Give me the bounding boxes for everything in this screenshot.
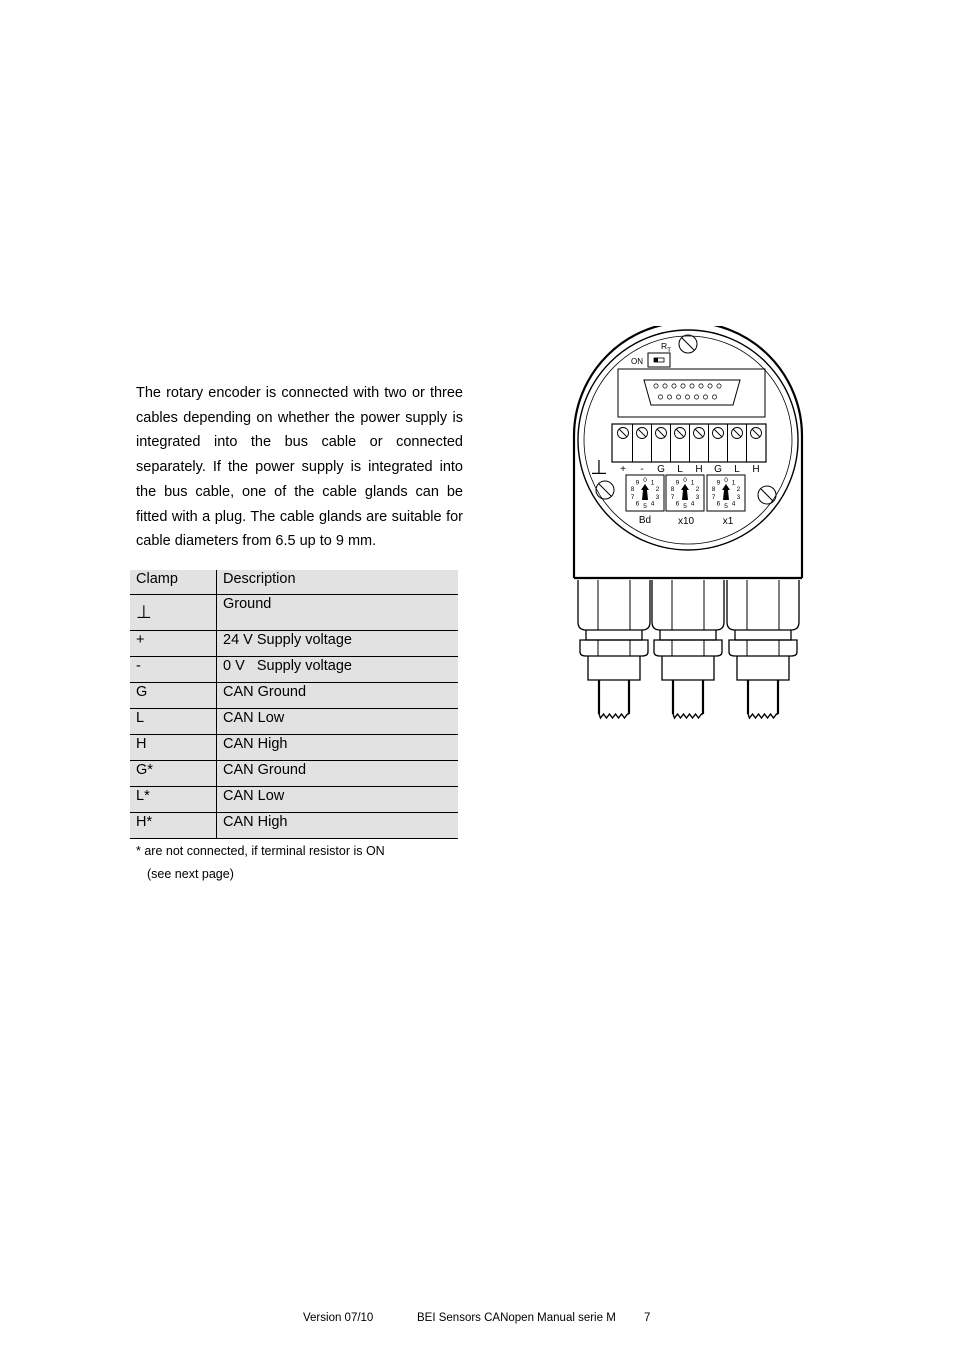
on-label: ON — [631, 357, 643, 366]
dial-digit: 7 — [711, 494, 716, 501]
dial-digit: 8 — [630, 486, 635, 493]
footnote-line: * are not connected, if terminal resistor is ON — [136, 844, 385, 858]
dial-digit: 5 — [643, 503, 647, 510]
screw-icon — [758, 486, 776, 504]
connector-pin — [658, 395, 662, 399]
screw-icon — [596, 481, 614, 499]
dial-digit: 9 — [716, 479, 721, 487]
terminal-label: - — [640, 464, 644, 475]
dial-digit: 3 — [736, 494, 741, 501]
terminal-screw-icon — [618, 428, 629, 439]
screw-icon — [679, 335, 697, 353]
clamp-cell: L — [130, 709, 217, 735]
clamp-cell: + — [130, 631, 217, 657]
dial-digit: 0 — [724, 477, 728, 484]
dial-digit: 5 — [724, 503, 728, 510]
table-header-row — [130, 570, 458, 595]
terminal-resistor-switch — [648, 353, 670, 367]
dial-digit: 0 — [643, 477, 647, 484]
description-cell: 24 V Supply voltage — [217, 631, 459, 657]
connector-pin — [681, 384, 685, 388]
terminal-label: L — [677, 464, 683, 475]
dial-digit: 7 — [670, 494, 675, 501]
connector-pin — [663, 384, 667, 388]
dial-digit: 4 — [650, 500, 655, 508]
description-cell: CAN Low — [217, 709, 459, 735]
dial-digit: 6 — [675, 500, 680, 508]
dial-pointer-icon — [641, 484, 649, 500]
dial-digit: 9 — [635, 479, 640, 487]
terminal-screw-icon — [671, 424, 686, 462]
dial-digit: 1 — [650, 479, 655, 487]
description-cell: CAN Ground — [217, 683, 459, 709]
footer-title: BEI Sensors CANopen Manual serie M — [417, 1312, 616, 1324]
table-row — [130, 657, 458, 683]
description-cell: CAN Ground — [217, 761, 459, 787]
terminal-screw-icon — [633, 424, 648, 462]
encoder-connection-diagram — [566, 326, 812, 722]
terminal-label: G — [657, 464, 665, 475]
terminal-label: + — [620, 464, 626, 475]
description-cell: 0 V Supply voltage — [217, 657, 459, 683]
rotary-switch — [707, 475, 745, 511]
footnote-line: (see next page) — [147, 867, 234, 881]
connector-pin — [690, 384, 694, 388]
terminal-label: H — [752, 464, 760, 475]
terminal-screw-icon — [652, 424, 667, 462]
connector-pin — [717, 384, 721, 388]
connector-pin — [703, 395, 707, 399]
dial-digit: 9 — [675, 479, 680, 487]
header-clamp: Clamp — [130, 570, 217, 595]
terminal-screw-icon — [690, 424, 705, 462]
description-cell: CAN High — [217, 813, 459, 839]
d-sub-connector-frame — [618, 369, 765, 417]
connector-pin — [712, 395, 716, 399]
dial-digit: 2 — [736, 486, 741, 493]
clamp-cell: G — [130, 683, 217, 709]
connector-pin — [676, 395, 680, 399]
dial-digit: 3 — [695, 494, 700, 501]
terminal-screw-icon — [728, 424, 743, 462]
cable-gland — [652, 580, 724, 718]
clamp-cell: G* — [130, 761, 217, 787]
terminal-label: G — [714, 464, 722, 475]
terminal-screw-icon — [709, 424, 724, 462]
table-row — [130, 761, 458, 787]
table-row — [130, 595, 458, 631]
table-row — [130, 787, 458, 813]
connector-pin — [667, 395, 671, 399]
clamp-cell: H* — [130, 813, 217, 839]
rt-label: $R_T$ — [661, 341, 672, 354]
body-paragraph: The rotary encoder is connected with two or three cables depending on whether the power supply is integrated into the bus cable or connected separately. If the power supply is integrated into the bus cable, one of the cable glands can be fitted with a plug. The cable glands are suitable for cable diameters from 6.5 up to 9 mm. — [136, 385, 463, 550]
dial-digit: 8 — [670, 486, 675, 493]
rotary-switch — [666, 475, 704, 511]
table-row — [130, 683, 458, 709]
clamp-table — [130, 570, 458, 839]
connector-pin — [654, 384, 658, 388]
header-description: Description — [217, 570, 459, 595]
switch-label-bd: Bd — [638, 515, 652, 526]
switch-label-x10: x10 — [677, 516, 695, 527]
table-row — [130, 813, 458, 839]
dial-digit: 2 — [695, 486, 700, 493]
table-row — [130, 709, 458, 735]
dial-digit: 6 — [635, 500, 640, 508]
dial-digit: 6 — [716, 500, 721, 508]
dial-digit: 3 — [655, 494, 660, 501]
rotary-switch — [626, 475, 664, 511]
connector-pin — [708, 384, 712, 388]
terminal-label: L — [734, 464, 740, 475]
switch-label-x1: x1 — [722, 516, 734, 527]
terminal-screw-icon — [747, 424, 762, 462]
footer-page-number: 7 — [644, 1312, 651, 1324]
dial-digit: 4 — [690, 500, 695, 508]
dial-digit: 4 — [731, 500, 736, 508]
cable-gland — [578, 580, 650, 718]
dial-digit: 2 — [655, 486, 660, 493]
terminal-label: H — [695, 464, 703, 475]
dial-digit: 5 — [683, 503, 687, 510]
connector-pin — [672, 384, 676, 388]
ground-symbol-icon: ⊥ — [590, 457, 608, 479]
footer-version: Version 07/10 — [303, 1312, 374, 1324]
description-cell: CAN Low — [217, 787, 459, 813]
dial-digit: 8 — [711, 486, 716, 493]
connector-pin — [694, 395, 698, 399]
dial-digit: 0 — [683, 477, 687, 484]
table-row — [130, 735, 458, 761]
description-cell: Ground — [217, 595, 459, 631]
connector-pin — [685, 395, 689, 399]
clamp-cell: H — [130, 735, 217, 761]
dial-digit: 7 — [630, 494, 635, 501]
connector-pin — [699, 384, 703, 388]
clamp-cell: ⊥ — [130, 595, 217, 631]
dial-digit: 1 — [731, 479, 736, 487]
cable-gland — [727, 580, 799, 718]
clamp-cell: - — [130, 657, 217, 683]
clamp-cell: L* — [130, 787, 217, 813]
table-row — [130, 631, 458, 657]
dial-pointer-icon — [681, 484, 689, 500]
description-cell: CAN High — [217, 735, 459, 761]
table-footnote — [136, 840, 385, 886]
dial-digit: 1 — [690, 479, 695, 487]
dial-pointer-icon — [722, 484, 730, 500]
